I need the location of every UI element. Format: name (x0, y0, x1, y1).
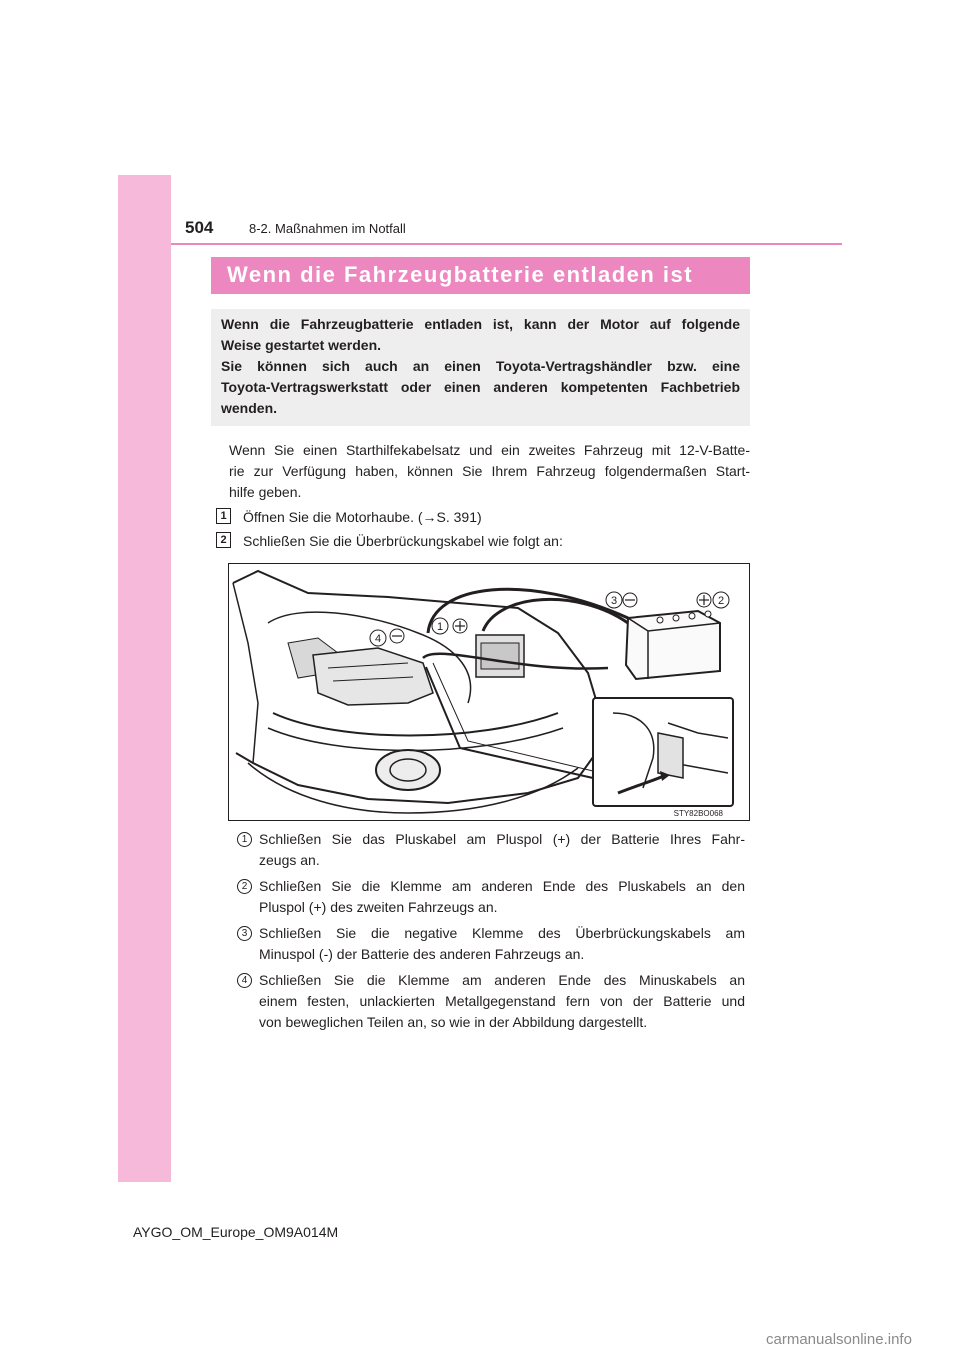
step-number-box: 2 (216, 532, 231, 548)
step-text: Öffnen Sie die Motorhaube. (→S. 391) (243, 509, 482, 525)
substep-line: Schließen Sie die negative Klemme des Überbrückungskabels am (259, 925, 745, 941)
body-paragraph (229, 440, 750, 503)
section-title: 8-2. Maßnahmen im Notfall (249, 221, 406, 236)
figure-code: STY82BO068 (673, 809, 723, 818)
substep-number-icon: 3 (237, 926, 252, 941)
intro-line: wenden. (221, 400, 278, 416)
substep-line: von beweglichen Teilen an, so wie in der Abbildung dargestellt. (259, 1014, 648, 1030)
body-line: Wenn Sie einen Starthilfekabelsatz und ein zweites Fahrzeug mit 12-V-Batte- (229, 442, 750, 458)
substep-number-icon: 4 (237, 973, 252, 988)
chapter-sidebar-tab (118, 175, 171, 1182)
svg-text:2: 2 (717, 595, 725, 607)
watermark: carmanualsonline.info (766, 1331, 912, 1348)
jump-start-illustration (228, 563, 750, 821)
page-number: 504 (185, 218, 214, 237)
substep-line: Minuspol (-) der Batterie des anderen Fahrzeugs an. (259, 946, 585, 962)
substep-text (259, 923, 745, 965)
intro-line: Sie können sich auch an einen Toyota-Vertragshändler bzw. eine (221, 358, 740, 374)
step-number-box: 1 (216, 508, 231, 524)
intro-line: Wenn die Fahrzeugbatterie entladen ist, kann der Motor auf folgende (221, 316, 740, 332)
substep-number-icon: 2 (237, 879, 252, 894)
body-line: hilfe geben. (229, 484, 302, 500)
substep-text (259, 970, 745, 1033)
substep-text (259, 876, 745, 918)
intro-line: Weise gestartet werden. (221, 337, 382, 353)
document-footer: AYGO_OM_Europe_OM9A014M (133, 1224, 339, 1240)
substep-text (259, 829, 745, 871)
substep-number-icon: 1 (237, 832, 252, 847)
substep-line: Schließen Sie die Klemme am anderen Ende des Minuskabels an (259, 972, 745, 988)
substep-line: einem festen, unlackierten Metallgegenstand fern von der Batterie und (259, 993, 745, 1009)
svg-text:3: 3 (610, 595, 618, 607)
title-banner (211, 257, 750, 294)
step-text: Schließen Sie die Überbrückungskabel wie folgt an: (243, 533, 563, 549)
header-divider (171, 243, 842, 245)
substep-line: Pluspol (+) des zweiten Fahrzeugs an. (259, 899, 498, 915)
svg-text:1: 1 (436, 621, 444, 633)
intro-box (211, 309, 750, 426)
intro-line: Toyota-Vertragswerkstatt oder einen anderen kompetenten Fachbetrieb (221, 379, 740, 395)
substep-line: Schließen Sie das Pluskabel am Pluspol (+) der Batterie Ihres Fahr- (259, 831, 745, 847)
body-line: rie zur Verfügung haben, können Sie Ihrem Fahrzeug folgendermaßen Start- (229, 463, 750, 479)
substep-line: zeugs an. (259, 852, 320, 868)
page-title: Wenn die Fahrzeugbatterie entladen ist (227, 262, 694, 287)
svg-text:4: 4 (374, 633, 382, 645)
substep-line: Schließen Sie die Klemme am anderen Ende des Pluskabels an den (259, 878, 745, 894)
